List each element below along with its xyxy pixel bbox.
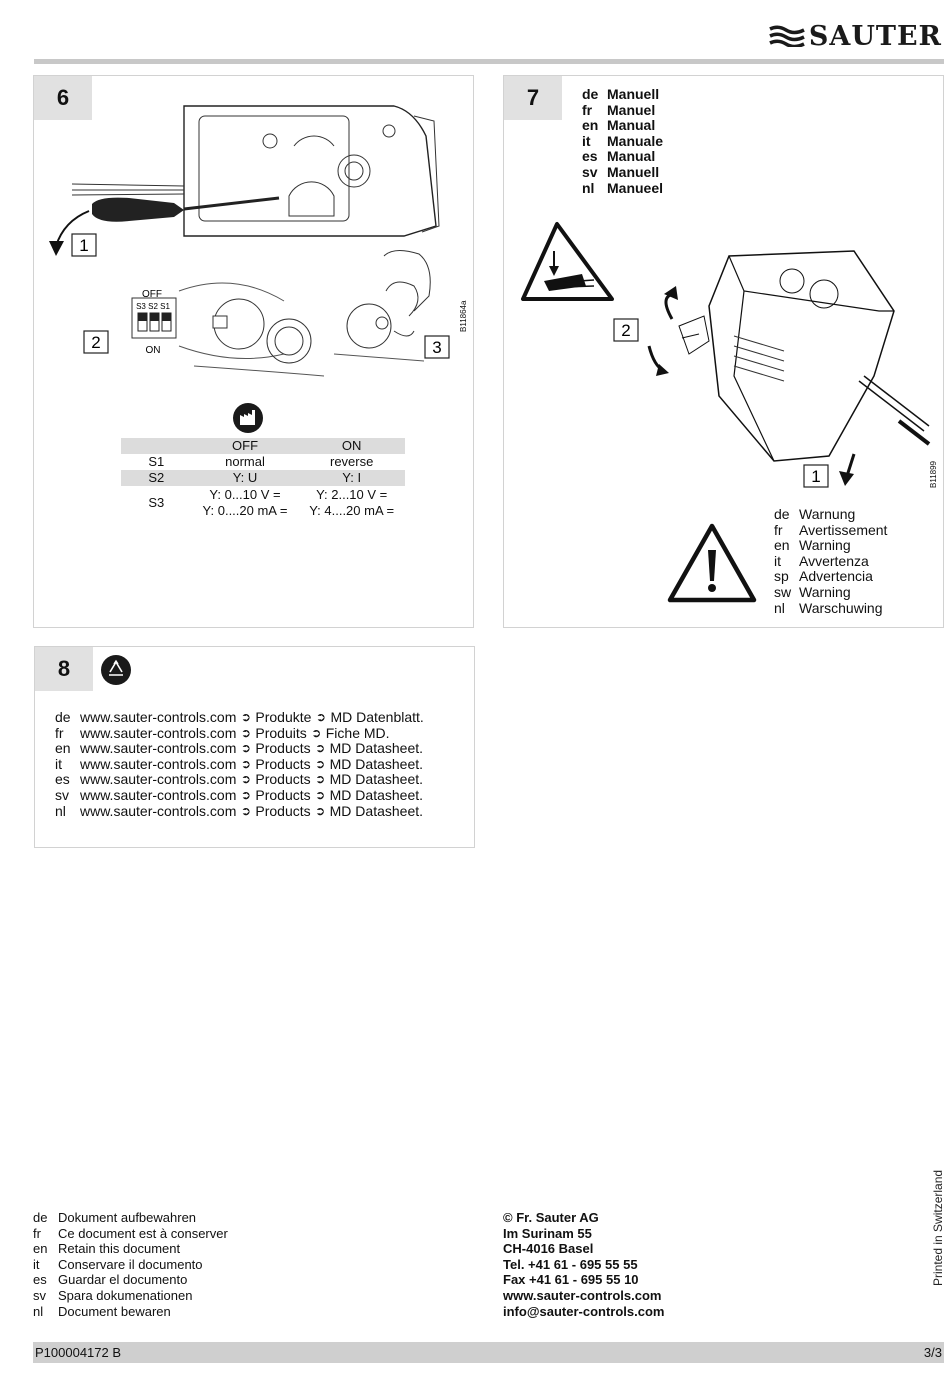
table-row bbox=[121, 454, 405, 470]
lang-code: fr bbox=[582, 101, 593, 118]
table-row bbox=[121, 470, 405, 486]
lang-code: en bbox=[33, 1241, 48, 1257]
callout-3: 3 bbox=[432, 338, 442, 357]
table-header-cell: OFF bbox=[192, 438, 299, 454]
lang-code: en bbox=[55, 740, 71, 757]
list-item bbox=[55, 804, 424, 820]
lang-text: Manuell bbox=[607, 163, 660, 180]
lang-code: es bbox=[582, 148, 598, 165]
company-email-link[interactable]: info@sauter-controls.com bbox=[503, 1303, 665, 1319]
arrow-right-icon: ➲ bbox=[240, 787, 251, 802]
header-divider bbox=[34, 59, 944, 64]
lang-code: de bbox=[55, 709, 71, 725]
lang-text: Warning bbox=[799, 537, 851, 554]
list-item bbox=[774, 554, 887, 570]
lang-code: nl bbox=[55, 802, 66, 819]
table-cell: normal bbox=[225, 454, 265, 469]
arrow-right-icon: ➲ bbox=[240, 741, 251, 756]
sauter-logo bbox=[768, 20, 942, 52]
list-item bbox=[55, 741, 424, 757]
table-cell: reverse bbox=[329, 454, 374, 469]
footer-bar bbox=[33, 1342, 944, 1363]
switch-names: S3 S2 S1 bbox=[136, 302, 170, 311]
path-step: Fiche MD. bbox=[325, 724, 390, 741]
warning-icon bbox=[670, 526, 754, 600]
company-street: Im Surinam 55 bbox=[503, 1225, 592, 1241]
lang-code: nl bbox=[582, 179, 595, 196]
lang-text: Spara dokumenationen bbox=[58, 1287, 193, 1303]
path-step: MD Datasheet. bbox=[329, 740, 424, 757]
lang-text: Warning bbox=[799, 583, 851, 600]
arrow-right-icon: ➲ bbox=[315, 803, 326, 818]
arrow-right-icon: ➲ bbox=[315, 741, 326, 756]
lang-code: fr bbox=[33, 1225, 41, 1241]
cell-line: Y: 2...10 V = bbox=[316, 487, 388, 502]
company-fax: Fax +41 61 - 695 55 10 bbox=[503, 1272, 639, 1288]
lang-text: Conservare il documento bbox=[58, 1256, 203, 1272]
lang-text: Manual bbox=[607, 117, 656, 134]
path-step: Produits bbox=[255, 724, 307, 741]
website-link[interactable]: www.sauter-controls.com bbox=[80, 786, 237, 803]
cell-line: Y: 4....20 mA = bbox=[309, 503, 395, 518]
list-item bbox=[55, 710, 424, 726]
list-item bbox=[33, 1272, 228, 1288]
arrow-right-icon: ➲ bbox=[315, 772, 326, 787]
list-item bbox=[774, 538, 887, 554]
callout-1: 1 bbox=[811, 467, 821, 486]
website-link[interactable]: www.sauter-controls.com bbox=[80, 802, 237, 819]
path-step: Products bbox=[255, 755, 311, 772]
lang-code: it bbox=[582, 132, 591, 149]
table-cell: S1 bbox=[148, 454, 165, 469]
arrow-right-icon: ➲ bbox=[240, 803, 251, 818]
lang-text: Manuale bbox=[607, 132, 664, 149]
brand-name: SAUTER bbox=[808, 20, 942, 52]
lang-text: Advertencia bbox=[799, 568, 873, 585]
lang-text: Manuell bbox=[607, 86, 660, 102]
list-item bbox=[33, 1226, 228, 1242]
step-number: 6 bbox=[34, 76, 92, 120]
company-name: © Fr. Sauter AG bbox=[503, 1210, 599, 1225]
list-item bbox=[774, 507, 887, 523]
lang-code: es bbox=[33, 1272, 47, 1288]
list-item bbox=[55, 772, 424, 788]
table-cell: Y: U bbox=[192, 470, 299, 486]
table-cell bbox=[192, 486, 299, 520]
lang-text: Avvertenza bbox=[799, 552, 869, 569]
hand-crush-warning-icon bbox=[523, 224, 612, 299]
list-item bbox=[33, 1210, 228, 1226]
table-header-cell: ON bbox=[298, 438, 405, 454]
list-item bbox=[55, 726, 424, 742]
lang-text: Manueel bbox=[607, 179, 664, 196]
lang-text: Retain this document bbox=[58, 1241, 181, 1257]
lang-text: Manuel bbox=[607, 101, 656, 118]
company-tel: Tel. +41 61 - 695 55 55 bbox=[503, 1256, 638, 1272]
retain-document-list bbox=[33, 1210, 228, 1319]
lang-code: nl bbox=[33, 1303, 44, 1319]
table-cell: Y: I bbox=[298, 470, 405, 486]
path-step: Products bbox=[255, 771, 311, 788]
arrow-right-icon: ➲ bbox=[240, 772, 251, 787]
table-header-row bbox=[121, 438, 405, 454]
list-item bbox=[774, 601, 887, 617]
switch-settings-table bbox=[121, 438, 405, 520]
list-item bbox=[55, 788, 424, 804]
table-row bbox=[121, 486, 405, 520]
list-item bbox=[33, 1304, 228, 1320]
website-link[interactable]: www.sauter-controls.com bbox=[80, 771, 237, 788]
arrow-right-icon: ➲ bbox=[315, 710, 326, 724]
callout-1: 1 bbox=[79, 236, 89, 255]
arrow-right-icon: ➲ bbox=[240, 725, 251, 740]
callout-2: 2 bbox=[91, 333, 101, 352]
page-number: 3/3 bbox=[923, 1345, 942, 1360]
list-item bbox=[774, 569, 887, 585]
panel-step-6 bbox=[33, 75, 474, 628]
website-link[interactable]: www.sauter-controls.com bbox=[80, 740, 237, 757]
cell-line: Y: 0....20 mA = bbox=[202, 503, 288, 518]
lang-code: de bbox=[582, 86, 599, 102]
table-cell: S2 bbox=[121, 470, 192, 486]
arrow-right-icon: ➲ bbox=[315, 756, 326, 771]
website-link[interactable]: www.sauter-controls.com bbox=[80, 709, 237, 725]
switch-on-label: ON bbox=[145, 345, 161, 356]
lang-code: de bbox=[774, 506, 790, 522]
lang-code: it bbox=[55, 755, 62, 772]
panel-step-7 bbox=[503, 75, 944, 628]
datasheet-links-list bbox=[55, 710, 424, 819]
website-link[interactable]: www.sauter-controls.com bbox=[80, 755, 237, 772]
figure-ref: B11864a bbox=[459, 300, 468, 332]
arrow-right-icon: ➲ bbox=[315, 787, 326, 802]
cell-line: Y: 0...10 V = bbox=[209, 487, 281, 502]
lang-text: Warschuwing bbox=[799, 599, 883, 616]
path-step: MD Datenblatt. bbox=[330, 709, 424, 725]
list-item bbox=[55, 757, 424, 773]
lang-text: Manual bbox=[607, 148, 656, 165]
lang-code: sw bbox=[774, 583, 792, 600]
table-cell: S3 bbox=[148, 495, 165, 510]
company-address bbox=[503, 1210, 664, 1319]
path-step: Products bbox=[255, 740, 311, 757]
list-item bbox=[33, 1288, 228, 1304]
lang-code: sv bbox=[55, 786, 69, 803]
path-step: Produkte bbox=[255, 709, 312, 725]
lang-code: fr bbox=[774, 521, 783, 538]
website-link[interactable]: www.sauter-controls.com bbox=[80, 724, 237, 741]
actuator-screwdriver-illustration bbox=[34, 76, 475, 406]
company-city: CH-4016 Basel bbox=[503, 1241, 594, 1257]
lang-code: sv bbox=[582, 163, 598, 180]
lang-code: sv bbox=[33, 1287, 46, 1303]
lang-code: nl bbox=[774, 599, 785, 616]
list-item bbox=[774, 585, 887, 601]
lang-code: de bbox=[33, 1210, 48, 1225]
switch-off-label: OFF bbox=[142, 289, 162, 300]
list-item bbox=[33, 1241, 228, 1257]
factory-setting-icon bbox=[233, 403, 263, 433]
lang-text: Guardar el documento bbox=[58, 1272, 188, 1288]
warning-language-list bbox=[774, 507, 887, 616]
path-step: MD Datasheet. bbox=[329, 771, 424, 788]
lang-text: Warnung bbox=[799, 506, 856, 522]
lang-code: es bbox=[55, 771, 70, 788]
lang-code: en bbox=[774, 537, 790, 554]
step-number: 7 bbox=[504, 76, 562, 120]
lang-text: Dokument aufbewahren bbox=[58, 1210, 197, 1225]
lang-code: it bbox=[774, 552, 781, 569]
table-cell bbox=[298, 486, 405, 520]
lang-text: Ce document est à conserver bbox=[58, 1225, 228, 1241]
path-step: Products bbox=[255, 802, 311, 819]
lang-text: Document bewaren bbox=[58, 1303, 171, 1319]
company-web-link[interactable]: www.sauter-controls.com bbox=[503, 1287, 662, 1303]
arrow-right-icon: ➲ bbox=[240, 710, 251, 724]
path-step: MD Datasheet. bbox=[329, 786, 424, 803]
path-step: MD Datasheet. bbox=[329, 755, 424, 772]
path-step: MD Datasheet. bbox=[329, 802, 424, 819]
path-step: Products bbox=[255, 786, 311, 803]
document-number: P100004172 B bbox=[35, 1345, 122, 1360]
printed-in-note: Printed in Switzerland bbox=[931, 1169, 945, 1286]
figure-ref: B11899 bbox=[929, 461, 938, 488]
arrow-right-icon: ➲ bbox=[240, 756, 251, 771]
lang-code: fr bbox=[55, 724, 64, 741]
lang-text: Avertissement bbox=[799, 521, 888, 538]
sauter-wave-icon bbox=[768, 25, 806, 47]
arrow-right-icon: ➲ bbox=[311, 725, 322, 740]
table-header-cell bbox=[121, 438, 192, 454]
lang-code: en bbox=[582, 117, 599, 134]
list-item bbox=[774, 523, 887, 539]
recycle-icon bbox=[101, 655, 131, 685]
lang-code: it bbox=[33, 1256, 40, 1272]
lang-code: sp bbox=[774, 568, 789, 585]
callout-2: 2 bbox=[621, 321, 631, 340]
list-item bbox=[33, 1257, 228, 1273]
panel-step-8 bbox=[34, 646, 475, 848]
step-number: 8 bbox=[35, 647, 93, 691]
